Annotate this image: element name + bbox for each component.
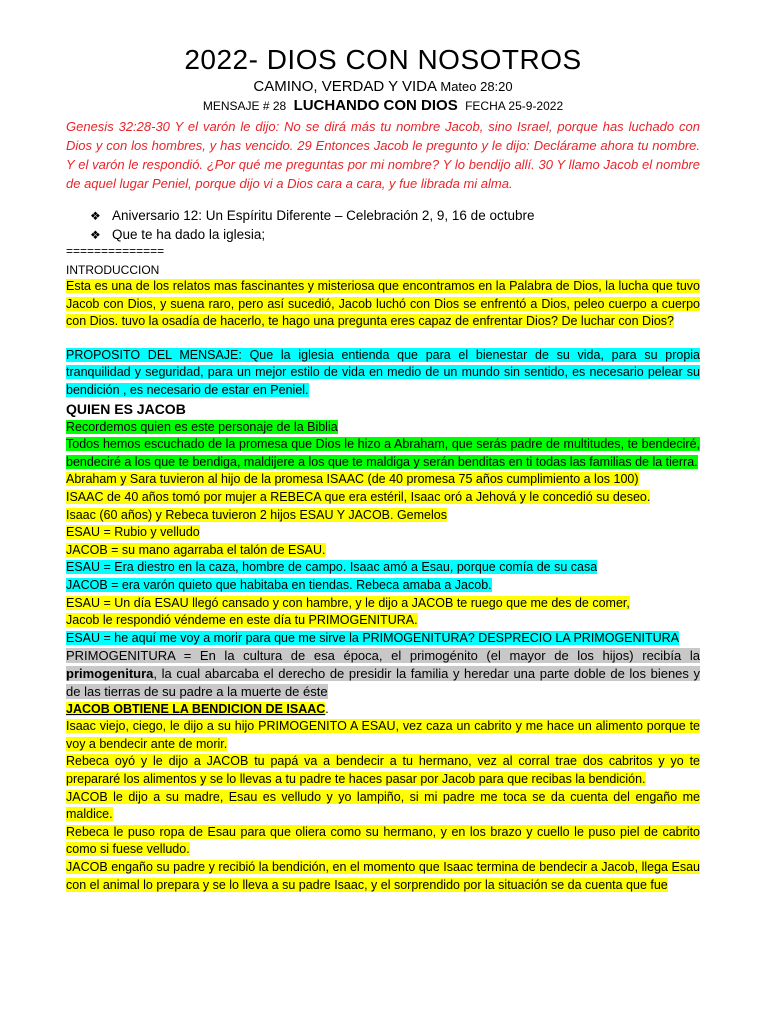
primogenitura-bold-term: primogenitura <box>66 666 154 682</box>
separator-line: ============== <box>66 244 165 258</box>
section-heading-bendicion <box>66 701 700 719</box>
promise-text: Todos hemos escuchado de la promesa que Dios le hizo a Abraham, que serás padre de multitudes, te bendeciré, bendeciré a los que te bendiga, maldijere a los que te maldiga y serán benditas en ti todas las familias de la tierra. <box>66 437 700 469</box>
subtitle-text: CAMINO, VERDAD Y VIDA <box>253 78 437 95</box>
message-title: LUCHANDO CON DIOS <box>293 97 458 114</box>
message-date: FECHA 25-9-2022 <box>465 99 564 113</box>
announcement-list <box>66 207 700 244</box>
primogenitura-text-2: , la cual abarcaba el derecho de presidir la familia y heredar una parte doble de los bienes y de las tierras de su padre a la muerte de éste <box>66 666 700 699</box>
diamond-bullet-icon: ❖ <box>90 227 101 242</box>
bendicion-paragraph-1: Isaac viejo, ciego, le dijo a su hijo PRIMOGENITO A ESAU, vez caza un cabrito y me hace un alimento porque te voy a bendecir ante de morir. <box>66 719 700 751</box>
message-line <box>66 96 700 116</box>
esau-rubio-line: ESAU = Rubio y velludo <box>66 525 200 540</box>
bendicion-paragraph-2: Rebeca oyó y le dijo a JACOB tu papá va a bendecir a tu hermano, vez al corral trae dos cabritos y yo te prepararé los alimentos y se lo llevas a tu padre te haces pasar por Jacob para que recibas la bendición. <box>66 754 700 787</box>
abraham-line: Abraham y Sara tuvieron al hijo de la promesa ISAAC (de 40 promesa 75 años cumplimiento a los 100) <box>66 472 639 487</box>
list-item-text: Que te ha dado la iglesia; <box>112 226 266 242</box>
jacob-vende-line: Jacob le respondió véndeme en este día tu PRIMOGENITURA. <box>66 613 418 628</box>
bendicion-heading-text: JACOB OBTIENE LA BENDICION DE ISAAC <box>66 701 326 716</box>
document-body <box>66 262 700 894</box>
purpose-text: PROPOSITO DEL MENSAJE: Que la iglesia entienda que para el bienestar de su vida, para su propia tranquilidad y seguridad, para un mejor estilo de vida en medio de un mundo sin sentido, es necesario pelear su bendición , es necesario de estar en Peniel. <box>66 347 700 397</box>
jacob-mano-line: JACOB = su mano agarraba el talón de ESAU. <box>66 542 326 557</box>
intro-text: Esta es una de los relatos mas fascinantes y misteriosa que encontramos en la Palabra de Dios, la lucha que tuvo Jacob con Dios, y suena raro, pero así sucedió, Jacob luchó con Dios se enfrentó a Dios, peleo cuerpo a cuerpo con Dios. tuvo la osadía de hacerlo, te hago una pregunta eres capaz de enfrentar Dios? De luchar con Dios? <box>66 279 700 329</box>
list-item <box>90 226 700 245</box>
primogenitura-definition <box>66 648 700 699</box>
esau-morir-line: ESAU = he aquí me voy a morir para que me sirve la PRIMOGENITURA? DESPRECIO LA PRIMOGENITURA <box>66 630 680 645</box>
isaac-40-line: ISAAC de 40 años tomó por mujer a REBECA que era estéril, Isaac oró a Jehová y le concedió su deseo. <box>66 489 651 504</box>
isaac-60-line: Isaac (60 años) y Rebeca tuvieron 2 hijos ESAU Y JACOB. Gemelos <box>66 507 447 522</box>
subtitle-reference: Mateo 28:20 <box>440 79 513 94</box>
bendicion-paragraph-3: JACOB le dijo a su madre, Esau es velludo y yo lampiño, si mi padre me toca se da cuenta del engaño me maldice. <box>66 789 700 822</box>
bendicion-paragraph-4: Rebeca le puso ropa de Esau para que oliera como su hermano, y en los brazo y cuello le puso piel de cabrito como si fuese velludo. <box>66 824 700 857</box>
recordemos-text: Recordemos quien es este personaje de la Biblia <box>66 419 338 434</box>
diamond-bullet-icon: ❖ <box>90 209 101 223</box>
document-page <box>66 44 700 894</box>
list-item-text: Aniversario 12: Un Espíritu Diferente – Celebración 2, 9, 16 de octubre <box>112 208 535 223</box>
section-heading-quien-es-jacob: QUIEN ES JACOB <box>66 400 186 417</box>
esau-dia-line: ESAU = Un día ESAU llegó cansado y con hambre, y le dijo a JACOB te ruego que me des de comer, <box>66 595 630 610</box>
document-subtitle <box>66 78 700 96</box>
verse-paragraph: Genesis 32:28-30 Y el varón le dijo: No se dirá más tu nombre Jacob, sino Israel, porque has luchado con Dios y con los hombres, y has vencido. 29 Entonces Jacob le pregunto y le dijo: Declárame ahora tu nombre. Y el varón le respondió. ¿Por qué me preguntas por mi nombre? Y lo bendijo allí. 30 Y llamo Jacob el nombre de aquel lugar Peniel, porque dijo vi a Dios cara a cara, y fue librada mi alma. <box>66 119 700 191</box>
primogenitura-text-1: PRIMOGENITURA = En la cultura de esa época, el primogénito (el mayor de los hijos) recibía la <box>66 648 700 664</box>
message-number: MENSAJE # 28 <box>202 99 287 113</box>
bendicion-paragraph-5: JACOB engaño su padre y recibió la bendición, en el momento que Isaac termina de bendecir a Jacob, llega Esau con el animal lo prepara y se lo lleva a su padre Isaac, y el sorprendido por la situación se da cuenta que fue <box>66 860 700 892</box>
intro-heading: INTRODUCCION <box>66 263 160 277</box>
bendicion-heading-period: . <box>325 701 329 716</box>
jacob-quieto-line: JACOB = era varón quieto que habitaba en tiendas. Rebeca amaba a Jacob. <box>66 577 492 592</box>
esau-diestro-line: ESAU = Era diestro en la caza, hombre de campo. Isaac amó a Esau, porque comía de su casa <box>66 560 598 575</box>
document-title: 2022- DIOS CON NOSOTROS <box>184 44 582 75</box>
list-item <box>90 207 700 226</box>
